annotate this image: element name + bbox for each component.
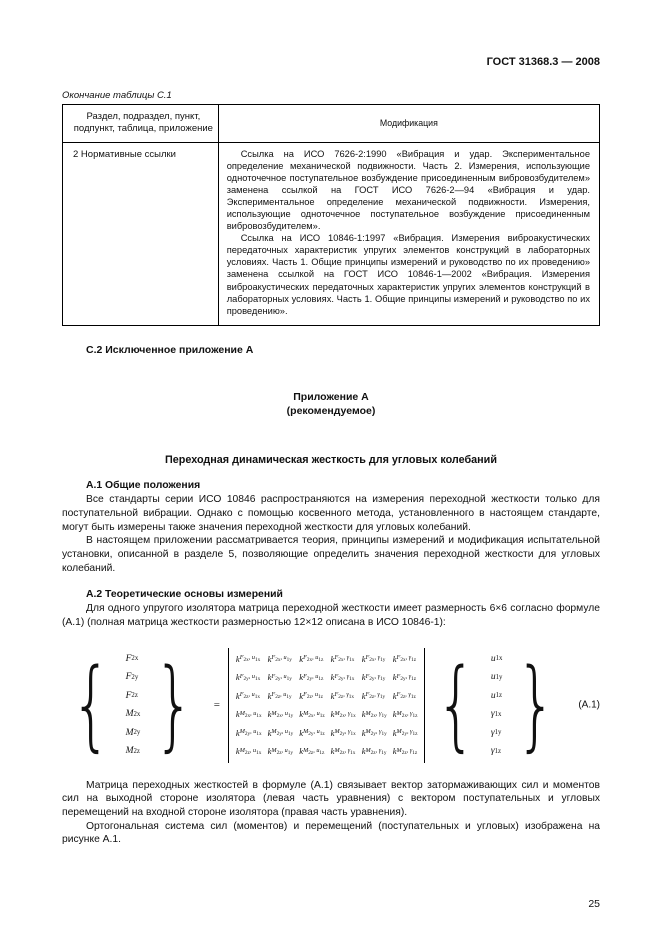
- equation-matrix: [229, 646, 425, 765]
- a1-paragraphs: [62, 493, 600, 575]
- heading-c2: С.2 Исключенное приложение А: [86, 343, 254, 356]
- matrix-cell: k $M_{2y}$, $u_{1z}$: [299, 727, 325, 738]
- matrix-cell: k $M_{2y}$, $u_{1x}$: [235, 727, 262, 738]
- matrix-cell: k $M_{2y}$, $\gamma_{1x}$: [330, 727, 356, 738]
- matrix-cell: k $F_{2y}$, $\gamma_{1y}$: [361, 672, 386, 683]
- vector-entry: u 1y: [490, 672, 503, 683]
- paragraph: В настоящем приложении рассматривается теория, принципы измерений и модификация испытательной установки, описанной в разделе 5, позволяющие определить значения переходной жесткости для угловых колебаний.: [62, 535, 600, 574]
- table-col-header-section: Раздел, подраздел, пункт, подпункт, таблица, приложение: [63, 105, 219, 143]
- a2-intro-paragraph: Для одного упругого изолятора матрица переходной жесткости имеет размерность 6×6 согласно формуле (А.1) (полная матрица жесткости размерностью 12×12 описана в ИСО 10846-1):: [62, 603, 600, 628]
- vector-entry: u 1x: [490, 653, 503, 664]
- matrix-close-bracket: [424, 648, 425, 763]
- right-vector-open-brace: {: [436, 647, 477, 762]
- matrix-cell: k $F_{2z}$, $u_{1y}$: [267, 690, 292, 701]
- matrix-cell: k $M_{2x}$, $\gamma_{1x}$: [330, 709, 356, 720]
- vector-entry: M 2z: [125, 746, 140, 757]
- matrix-cell: k $M_{2x}$, $u_{1y}$: [267, 709, 294, 720]
- vector-entry: M 2x: [125, 709, 141, 720]
- matrix-cell: k $M_{2y}$, $u_{1y}$: [267, 727, 294, 738]
- table-cell-modification: [218, 142, 599, 325]
- matrix-cell: k $F_{2z}$, $\gamma_{1y}$: [361, 690, 386, 701]
- right-vector-close-brace: }: [516, 647, 557, 762]
- heading-a2: А.2 Теоретические основы измерений: [86, 589, 283, 601]
- matrix-cell: k $F_{2x}$, $u_{1y}$: [267, 653, 292, 664]
- vector-entry: F 2y: [125, 672, 139, 683]
- vector-entry: F 2z: [125, 690, 138, 701]
- matrix-cell: k $F_{2y}$, $\gamma_{1z}$: [392, 672, 417, 683]
- matrix-cell: k $M_{2z}$, $u_{1y}$: [267, 746, 293, 757]
- vector-entry: γ 1z: [490, 746, 502, 757]
- matrix-cell: k $F_{2z}$, $u_{1z}$: [299, 690, 323, 701]
- matrix-cell: k $F_{2z}$, $\gamma_{1x}$: [330, 690, 355, 701]
- matrix-cell: k $M_{2y}$, $\gamma_{1z}$: [392, 727, 418, 738]
- document-header: ГОСТ 31368.3 — 2008: [486, 56, 600, 68]
- annex-main-heading: Переходная динамическая жесткость для угловых колебаний: [165, 454, 497, 467]
- equation-right-vector: [488, 650, 506, 761]
- matrix-cell: k $F_{2x}$, $u_{1x}$: [235, 653, 261, 664]
- paragraph: Все стандарты серии ИСО 10846 распространяются на измерения переходной жесткости только для поступательной вибрации. Однако с помощью косвенного метода, установленного в настоящем стандарте, могут быть измерены также значения переходной жесткости для угловых колебаний.: [62, 494, 600, 533]
- equation-a1: [62, 646, 600, 765]
- paragraph: Матрица переходных жесткостей в формуле (А.1) связывает вектор затормаживающих сил и моментов сил на выходной стороне изолятора (левая часть уравнения) с вектором поступательных и угловых перемещений на входной стороне изолятора (правая часть уравнения).: [62, 779, 600, 818]
- paragraph: Ссылка на ИСО 7626-2:1990 «Вибрация и удар. Экспериментальное определение механической подвижности. Часть 2. Измерения, использующие одноточечное поступательное возбуждение присоединенным вибровозбудителем» заменена ссылкой на ГОСТ ИСО 7626-2—94 «Вибрация и удар. Экспериментальное определение механической подвижности. Измерения, использующие одноточечное поступательное возбуждение присоединенным вибровозбудителем».: [226, 148, 590, 232]
- matrix-cell: k $F_{2z}$, $u_{1x}$: [235, 690, 260, 701]
- modifications-table: [62, 104, 600, 326]
- matrix-cell: k $M_{2x}$, $\gamma_{1z}$: [392, 709, 418, 720]
- annex-head: [62, 390, 600, 418]
- table-cell-section: 2 Нормативные ссылки: [63, 142, 219, 325]
- equation-label: (А.1): [578, 699, 600, 711]
- matrix-cell: k $M_{2z}$, $u_{1z}$: [299, 746, 325, 757]
- matrix-cell: k $F_{2x}$, $u_{1z}$: [299, 653, 324, 664]
- matrix-cell: k $M_{2z}$, $\gamma_{1y}$: [361, 746, 387, 757]
- matrix-cell: k $M_{2z}$, $\gamma_{1z}$: [392, 746, 418, 757]
- matrix-cell: k $F_{2z}$, $\gamma_{1z}$: [392, 690, 416, 701]
- matrix-cell: k $M_{2z}$, $u_{1x}$: [235, 746, 262, 757]
- annex-subtitle: (рекомендуемое): [286, 404, 376, 417]
- paragraph: Ортогональная система сил (моментов) и перемещений (поступательных и угловых) изображена на рисунке А.1.: [62, 820, 600, 846]
- matrix-cell: k $F_{2x}$, $\gamma_{1x}$: [330, 653, 355, 664]
- matrix-cell: k $F_{2y}$, $u_{1y}$: [267, 672, 292, 683]
- table-row: [63, 142, 600, 325]
- matrix-cell: k $M_{2y}$, $\gamma_{1y}$: [361, 727, 387, 738]
- vector-entry: γ 1y: [490, 727, 502, 738]
- equals-sign: =: [213, 699, 220, 712]
- left-vector-close-brace: }: [154, 647, 195, 762]
- page-number: 25: [588, 898, 600, 910]
- matrix-cell: k $M_{2x}$, $u_{1x}$: [235, 709, 262, 720]
- vector-entry: γ 1x: [490, 709, 502, 720]
- vector-entry: F 2x: [125, 653, 139, 664]
- matrix-cell: k $M_{2x}$, $\gamma_{1y}$: [361, 709, 387, 720]
- vector-entry: M 2y: [125, 727, 141, 738]
- matrix-cell: k $F_{2y}$, $u_{1x}$: [235, 672, 261, 683]
- table-caption: Окончание таблицы С.1: [62, 90, 172, 101]
- matrix-cell: k $F_{2x}$, $\gamma_{1y}$: [361, 653, 386, 664]
- heading-a1: А.1 Общие положения: [86, 480, 201, 492]
- vector-entry: u 1z: [490, 690, 503, 701]
- post-equation-paragraphs: [62, 779, 600, 847]
- table-col-header-modification: Модификация: [218, 105, 599, 143]
- paragraph: Ссылка на ИСО 10846-1:1997 «Вибрация. Измерения виброакустических передаточных характеристик упругих элементов конструкций в лабораторных условиях. Часть 1. Общие принципы измерений и руководство по их проведению» заменена ссылкой на ГОСТ ИСО 10846-1—2002 «Вибрация. Измерения виброакустических передаточных характеристик упругих элементов конструкций в лабораторных условиях. Часть 1. Общие принципы измерений и руководство по их проведению».: [226, 233, 590, 316]
- matrix-cell: k $M_{2z}$, $\gamma_{1x}$: [330, 746, 356, 757]
- matrix-cell: k $F_{2y}$, $u_{1z}$: [299, 672, 324, 683]
- equation-left-vector: [123, 650, 144, 761]
- left-vector-open-brace: {: [71, 647, 112, 762]
- matrix-cell: k $F_{2x}$, $\gamma_{1z}$: [392, 653, 417, 664]
- table-header-row: [63, 105, 600, 143]
- annex-title: Приложение А: [293, 390, 369, 403]
- matrix-cell: k $M_{2x}$, $u_{1z}$: [299, 709, 325, 720]
- matrix-cell: k $F_{2y}$, $\gamma_{1x}$: [330, 672, 355, 683]
- equation-block: [62, 646, 600, 765]
